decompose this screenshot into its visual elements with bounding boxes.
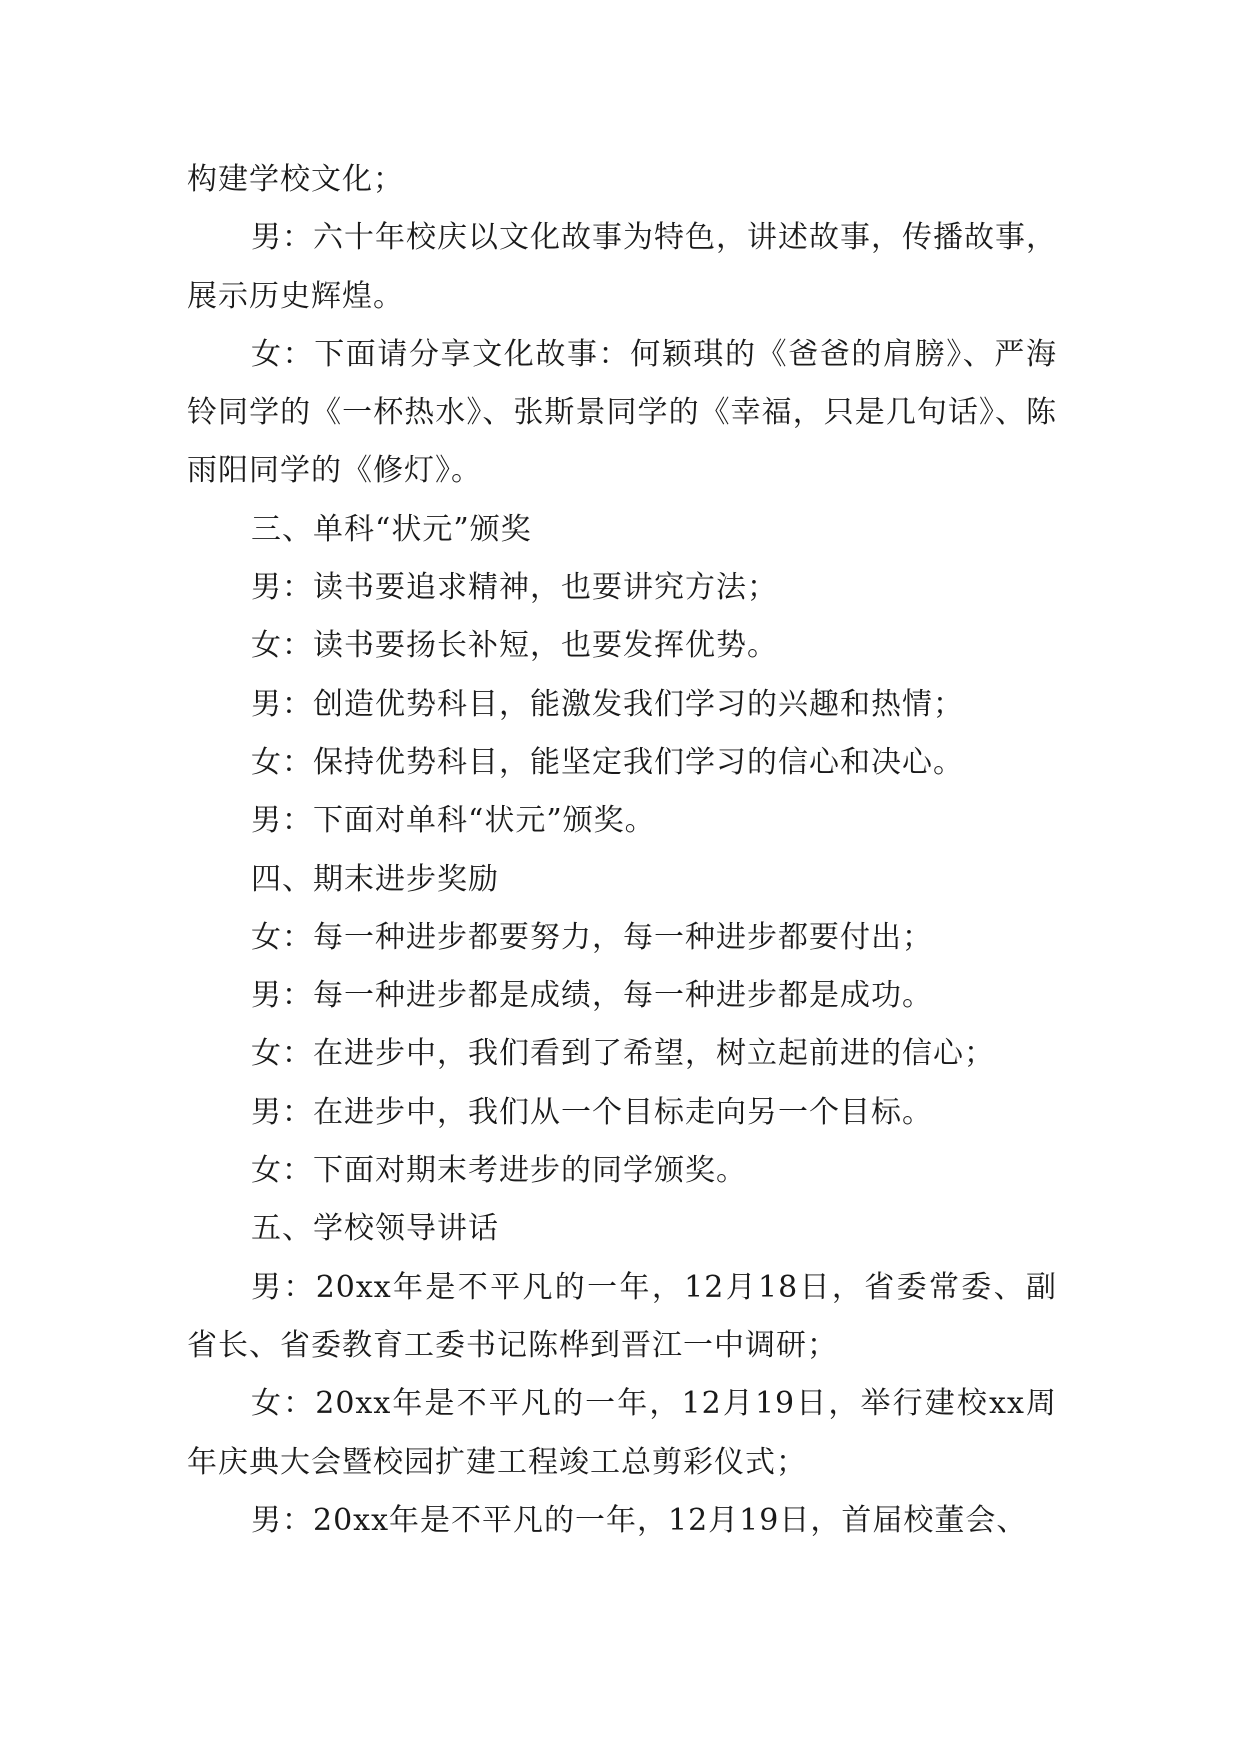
paragraph: 女：每一种进步都要努力，每一种进步都要付出； bbox=[251, 919, 933, 955]
paragraph: 男：六十年校庆以文化故事为特色，讲述故事，传播故事，展示历史辉煌。 bbox=[187, 220, 1057, 314]
section-heading: 四、期末进步奖励 bbox=[251, 861, 499, 897]
paragraph: 男：20xx年是不平凡的一年，12月19日，首届校董会、 bbox=[251, 1502, 1028, 1538]
paragraph: 女：下面对期末考进步的同学颁奖。 bbox=[251, 1153, 747, 1189]
paragraph: 女：保持优势科目，能坚定我们学习的信心和决心。 bbox=[251, 744, 964, 780]
section-heading: 三、单科“状元”颁奖 bbox=[251, 511, 532, 547]
paragraph: 男：创造优势科目，能激发我们学习的兴趣和热情； bbox=[251, 686, 964, 722]
paragraph: 男：下面对单科“状元”颁奖。 bbox=[251, 803, 656, 839]
paragraph: 男：在进步中，我们从一个目标走向另一个目标。 bbox=[251, 1094, 933, 1130]
paragraph: 女：20xx年是不平凡的一年，12月19日，举行建校xx周年庆典大会暨校园扩建工程竣工总剪彩仪式； bbox=[187, 1386, 1057, 1480]
paragraph: 女：在进步中，我们看到了希望，树立起前进的信心； bbox=[251, 1036, 995, 1072]
paragraph: 男：每一种进步都是成绩，每一种进步都是成功。 bbox=[251, 978, 933, 1014]
paragraph: 男：20xx年是不平凡的一年，12月18日，省委常委、副省长、省委教育工委书记陈桦到晋江一中调研； bbox=[187, 1269, 1057, 1363]
section-heading: 五、学校领导讲话 bbox=[251, 1211, 499, 1247]
paragraph: 构建学校文化； bbox=[187, 162, 404, 197]
paragraph: 女：读书要扬长补短，也要发挥优势。 bbox=[251, 628, 778, 664]
document-body bbox=[187, 151, 1057, 1550]
paragraph: 女：下面请分享文化故事：何颖琪的《爸爸的肩膀》、严海铃同学的《一杯热水》、张斯景同学的《幸福，只是几句话》、陈雨阳同学的《修灯》。 bbox=[187, 336, 1057, 489]
paragraph: 男：读书要追求精神，也要讲究方法； bbox=[251, 570, 778, 606]
